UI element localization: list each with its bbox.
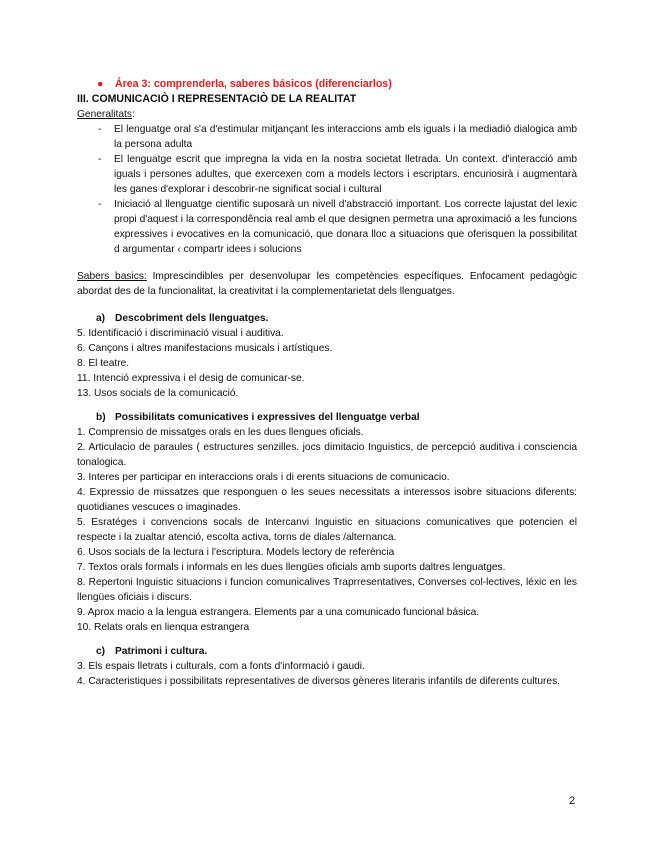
section-b-item: 1. Comprensio de missatges orals en les dues llengues oficials.: [77, 427, 364, 438]
section-b-label: b): [96, 412, 106, 423]
spacer: [77, 401, 577, 410]
spacer: [77, 299, 577, 311]
bullet-dot-icon: ●: [97, 78, 104, 90]
list-item: [77, 122, 577, 152]
section-b-heading: [96, 410, 577, 425]
section-a-item: 8. El teatre.: [77, 358, 130, 369]
section-a-heading: [96, 311, 577, 326]
section-a-item: 6. Cançons i altres manifestacions musicals i artístiques.: [77, 343, 333, 354]
section-b-title: Possibilitats comunicatives i expressives del llenguatge verbal: [115, 412, 420, 423]
area-heading: [97, 77, 577, 92]
list-item-text: El lenguatge escrit que impregna la vida en la nostra societat lletrada. Un context. d'interacció amb iguals i persones adultes, que exercexen com a models lectors i escriptars. encuriosirà i augmentarà les ganes d'explorar i descobrir-ne significat social i cultural: [114, 154, 577, 195]
sabers-text: Imprescindibles per desenvolupar les competències específiques. Enfocament pedagògic abordat des de la funcionalitat, la creativitat i la complementarietat dels llenguatges.: [77, 271, 577, 297]
section-b-item: 9. Aprox macio a la lengua estrangera. Elements par a una comunicado funcional básica.: [77, 607, 480, 618]
list-item: [77, 197, 577, 257]
section-c-label: c): [96, 646, 106, 657]
section-b-item: 4. Expressio de missatzes que responguen o les seues necessitats a interessos isobre situacions diferents: quotidianes vescuces o imaginades.: [77, 487, 577, 513]
generalitats-label: [77, 107, 577, 122]
list-item-text: El lenguatge oral s'a d'estimular mitjançant les interaccions amb els iguals i la mediadió dialogica amb la persona adulta: [114, 124, 577, 150]
section-c-item: 3. Els espais lletrats i culturals, com a fonts d'informació i gaudi.: [77, 661, 365, 672]
section-a-item: 11. Intenció expressiva i el desig de comunicar-se.: [77, 373, 305, 384]
dash-bullet: -: [98, 154, 102, 165]
section-b-item: 6. Usos socials de la lectura i l'escriptura. Models lectory de referència: [77, 547, 395, 558]
area-heading-text: Área 3: comprenderla, saberes básicos (diferenciarlos): [115, 78, 392, 90]
section-b-item: 8. Repertoni Inguistic situacions i funcion comunicalives Traprresentatives, Converses col-lectives, léxic en les llengües oficiais i discurs.: [77, 577, 577, 603]
list-item-text: Iniciació al llenguatge cientific suposarà un nivell d'abstracció important. Los correcte lajustat del lexic propi d'aquest i la correspondência real amb el que designen permetra una aproximació a les funcions expressives i evocatives en la comunicació, que donara lloc a situacions que oferisquen la possibilitat d argumentar ‹ compartr idees i solucions: [114, 199, 577, 255]
spacer: [77, 635, 577, 644]
section-b-item: 2. Articulacio de paraules ( estructures senzilles. jocs dimitacio Inguistics, de percepció auditiva i consciencia tonalogica.: [77, 442, 577, 468]
section-b-item: 3. Interes per participar en interaccions orals i di erents situacions de comunicacio.: [77, 472, 450, 483]
generalitats-label-colon: :: [131, 109, 135, 120]
sabers-paragraph: [77, 269, 577, 299]
document-page: [77, 77, 577, 689]
section-title: III. COMUNICACIÒ I REPRESENTACIÒ DE LA REALITAT: [77, 93, 357, 105]
dash-bullet: -: [98, 124, 102, 135]
section-a-item: 13. Usos socials de la comunicació.: [77, 388, 239, 399]
page-number: 2: [569, 795, 576, 807]
generalitats-list: [77, 122, 577, 257]
section-a-title: Descobriment dels llenguatges.: [115, 313, 269, 324]
spacer: [77, 257, 577, 269]
section-b-item: 10. Relats orals en lienqua estrangera: [77, 622, 250, 633]
section-c-heading: [96, 644, 577, 659]
section-a-item: 5. Identificació i discriminació visual i auditiva.: [77, 328, 284, 339]
dash-bullet: -: [98, 199, 102, 210]
sabers-label: Sabers basics:: [77, 271, 147, 282]
generalitats-label-text: Generalitats: [77, 109, 132, 120]
section-a-label: a): [96, 313, 106, 324]
section-c-item: 4. Caracteristiques i possibilitats representatives de diversos gèneres literaris infantils de diferents cultures.: [77, 676, 561, 687]
list-item: [77, 152, 577, 197]
section-c-title: Patrimoni i cultura.: [115, 646, 208, 657]
section-b-item: 7. Textos orals formals i informals en les dues llengües oficials amb suports daltres lenguatges.: [77, 562, 506, 573]
section-b-item: 5. Esratéges i convencions socals de Intercanvi Inguistic en situacions comunicatives que potencien el respecte i la zualtar atenció, escolta activa, torns de diales /alternanca.: [77, 517, 577, 543]
